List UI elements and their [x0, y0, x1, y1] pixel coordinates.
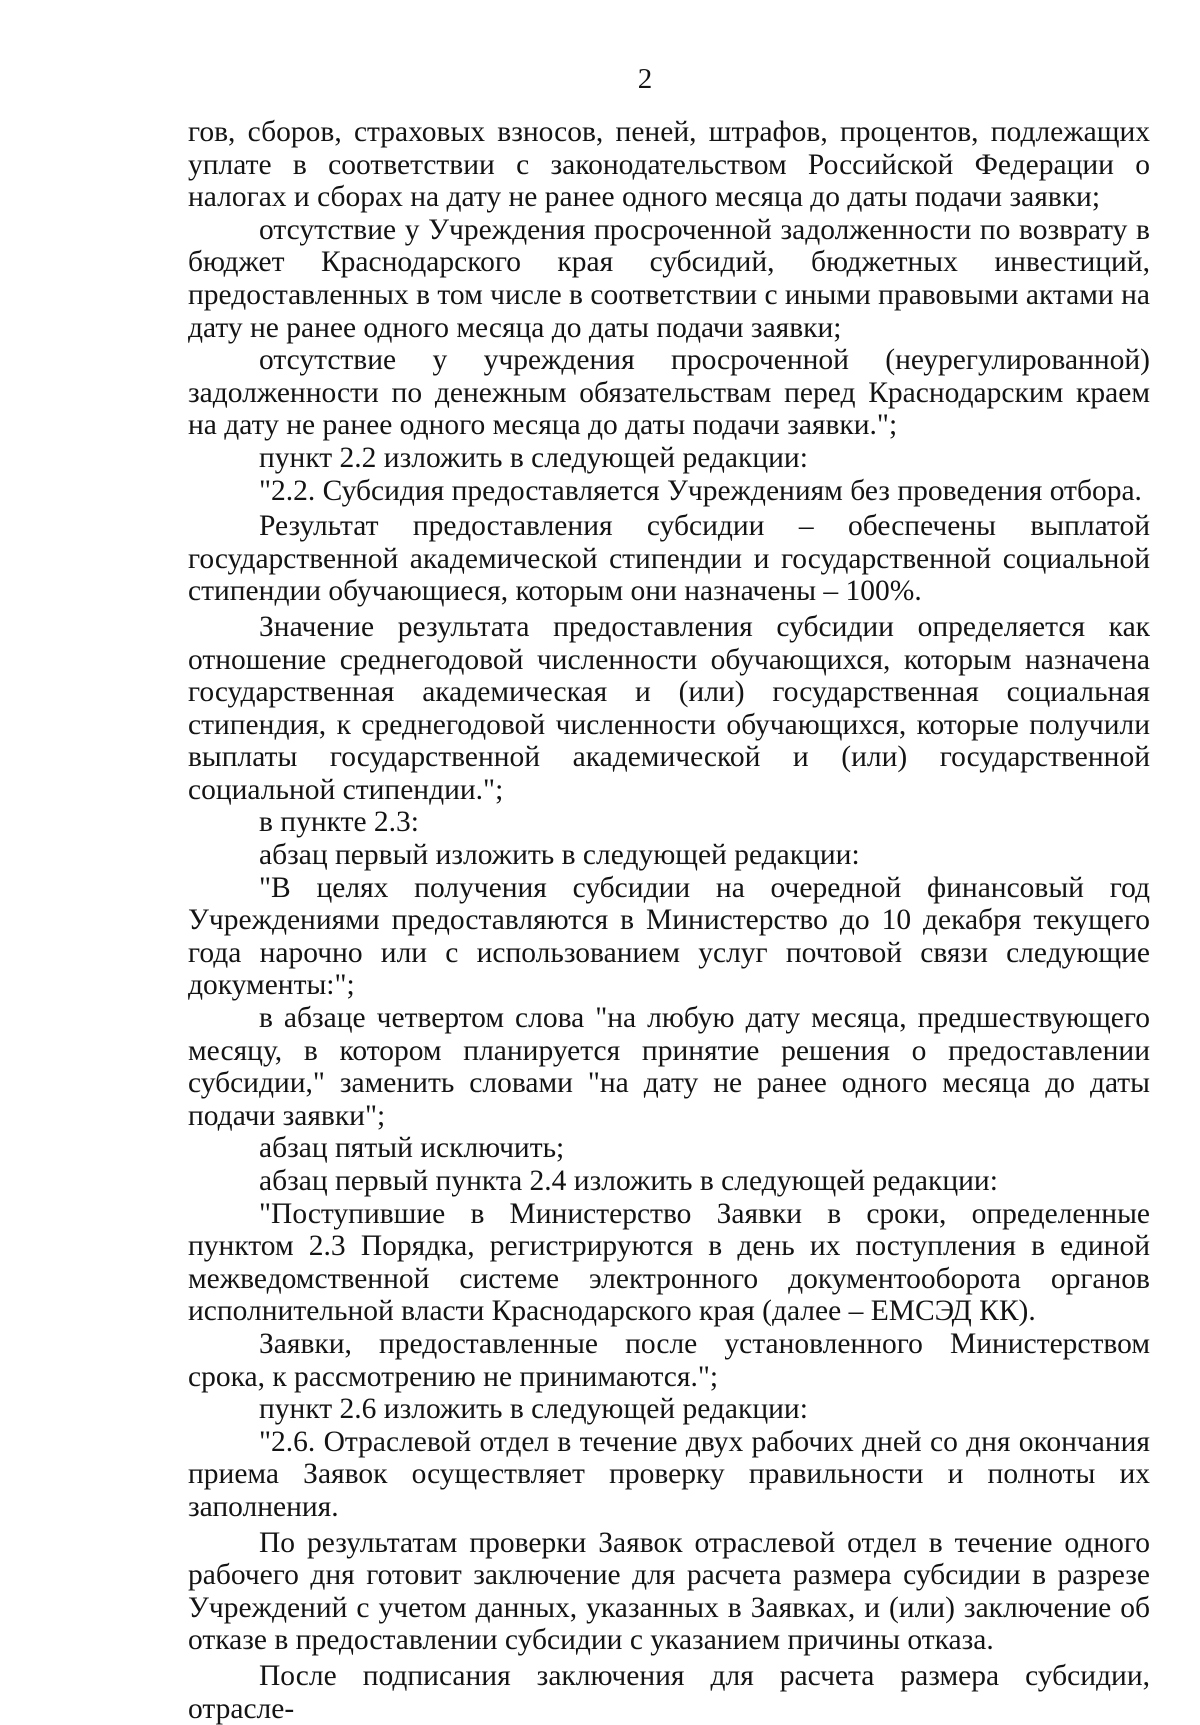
paragraph-documents-deadline: "В целях получения субсидии на очередной финансовый год Учреждениями предоставляются в Министерство до 10 декабря текущего года нарочно или с использованием услуг почтовой связи следующие документы:"; — [188, 871, 1150, 1002]
paragraph-fourth-abzac-replace: в абзаце четвертом слова "на любую дату месяца, предшествующего месяцу, в котором планируется принятие решения о предоставлении субсидии," заменить словами "на дату не ранее одного месяца до даты подачи заявки"; — [188, 1002, 1150, 1132]
paragraph-first-abzac-intro: абзац первый изложить в следующей редакции: — [259, 839, 860, 872]
paragraph-clause-2-4-intro: абзац первый пункта 2.4 изложить в следующей редакции: — [259, 1165, 998, 1197]
paragraph-result-value: Значение результата предоставления субсидии определяется как отношение среднегодовой численности обучающихся, которым назначена государственная академическая и (или) государственная социальная стипендия, к среднегодовой численности обучающихся, которые получили выплаты государственной академической и (или) государственной социальной стипендии."; — [188, 610, 1150, 806]
paragraph-no-overdue-monetary-obligations: отсутствие у учреждения просроченной (неурегулированной) задолженности по денежным обязательствам перед Краснодарским краем на дату не ранее одного месяца до даты подачи заявки."; — [188, 344, 1150, 442]
paragraph-in-clause-2-3: в пункте 2.3: — [259, 806, 420, 839]
paragraph-clause-2-6-intro: пункт 2.6 изложить в следующей редакции: — [259, 1393, 808, 1426]
paragraph-clause-2-2: "2.2. Субсидия предоставляется Учреждениям без проведения отбора. — [259, 474, 1142, 507]
paragraph-applications-registration: "Поступившие в Министерство Заявки в сроки, определенные пунктом 2.3 Порядка, регистрируются в день их поступления в единой межведомственной системе электронного документооборота органов исполнительной власти Краснодарского края (далее – ЕМСЭД КК). — [188, 1197, 1150, 1328]
paragraph-subsidy-result: Результат предоставления субсидии – обеспечены выплатой государственной академической стипендии и государственной социальной стипендии обучающиеся, которым они назначены – 100%. — [188, 510, 1150, 608]
paragraph-after-signing: После подписания заключения для расчета размера субсидии, отрасле- — [188, 1659, 1150, 1725]
paragraph-late-applications: Заявки, предоставленные после установленного Министерством срока, к рассмотрению не принимаются."; — [188, 1327, 1150, 1393]
paragraph-no-overdue-debt-budget: отсутствие у Учреждения просроченной задолженности по возврату в бюджет Краснодарского края субсидий, бюджетных инвестиций, предоставленных в том числе в соответствии с иными правовыми актами на дату не ранее одного месяца до даты подачи заявки; — [188, 213, 1150, 344]
paragraph-taxes-continuation: гов, сборов, страховых взносов, пеней, штрафов, процентов, подлежащих уплате в соответствии с законодательством Российской Федерации о налогах и сборах на дату не ранее одного месяца до даты подачи заявки; — [188, 116, 1150, 214]
paragraph-check-results: По результатам проверки Заявок отраслевой отдел в течение одного рабочего дня готовит заключение для расчета размера субсидии в разрезе Учреждений с учетом данных, указанных в Заявках, и (или) заключение об отказе в предоставлении субсидии с указанием причины отказа. — [188, 1526, 1150, 1657]
page-number: 2 — [637, 63, 653, 95]
paragraph-fifth-abzac-exclude: абзац пятый исключить; — [259, 1132, 565, 1165]
paragraph-clause-2-6: "2.6. Отраслевой отдел в течение двух рабочих дней со дня окончания приема Заявок осуществляет проверку правильности и полноты их заполнения. — [188, 1425, 1150, 1523]
document-body — [188, 116, 1150, 1725]
paragraph-clause-2-2-intro: пункт 2.2 изложить в следующей редакции: — [259, 441, 808, 474]
